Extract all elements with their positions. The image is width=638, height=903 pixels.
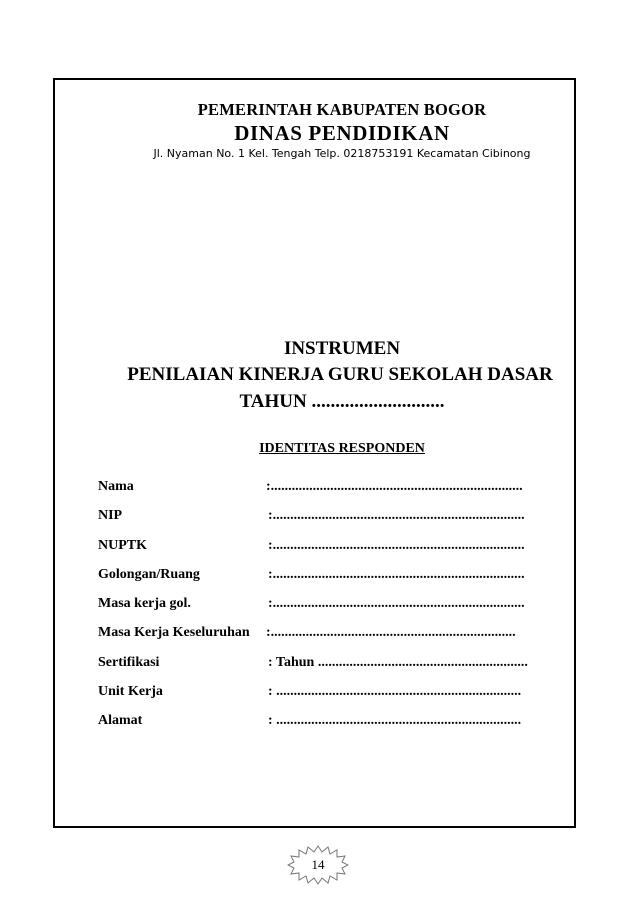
field-label: Masa Kerja Keseluruhan (98, 625, 250, 641)
field-value: :........................................................................ (268, 508, 525, 524)
field-label: Golongan/Ruang (98, 566, 200, 582)
field-label: Nama (98, 479, 134, 494)
page-number: 14 (311, 857, 325, 872)
field-label: Alamat (98, 713, 143, 729)
field-row (98, 479, 568, 508)
department-name: DINAS PENDIDIKAN (234, 121, 450, 145)
field-value: :...................................................................... (266, 625, 516, 641)
section-heading: IDENTITAS RESPONDEN (259, 441, 425, 456)
field-label: NIP (98, 508, 123, 524)
field-value: :........................................................................ (268, 596, 525, 612)
document-title: INSTRUMEN (283, 338, 401, 359)
government-name: PEMERINTAH KABUPATEN BOGOR (197, 100, 487, 119)
field-value: :........................................................................ (268, 537, 525, 553)
field-row (98, 567, 568, 596)
document-year: TAHUN ............................ (239, 391, 445, 412)
field-label: Sertifikasi (98, 654, 160, 670)
field-row (98, 625, 568, 654)
office-address: Jl. Nyaman No. 1 Kel. Tengah Telp. 0218753191 Kecamatan Cibinong (153, 147, 531, 160)
field-row (98, 508, 568, 537)
field-value: : ...................................................................... (268, 713, 522, 729)
field-row (98, 596, 568, 625)
field-value: : Tahun ............................................................ (268, 654, 528, 670)
document-subtitle: PENILAIAN KINERJA GURU SEKOLAH DASAR (127, 364, 553, 385)
field-row (98, 713, 568, 742)
field-row (98, 538, 568, 567)
field-value: :........................................................................ (268, 566, 525, 582)
field-label: Unit Kerja (98, 684, 163, 700)
respondent-fields (98, 479, 568, 743)
field-label: NUPTK (98, 537, 147, 553)
field-value: : ...................................................................... (268, 684, 522, 700)
field-label: Masa kerja gol. (98, 596, 191, 612)
field-value: :........................................................................ (266, 479, 523, 494)
page-number-badge (287, 845, 349, 885)
field-row (98, 684, 568, 713)
field-row (98, 655, 568, 684)
